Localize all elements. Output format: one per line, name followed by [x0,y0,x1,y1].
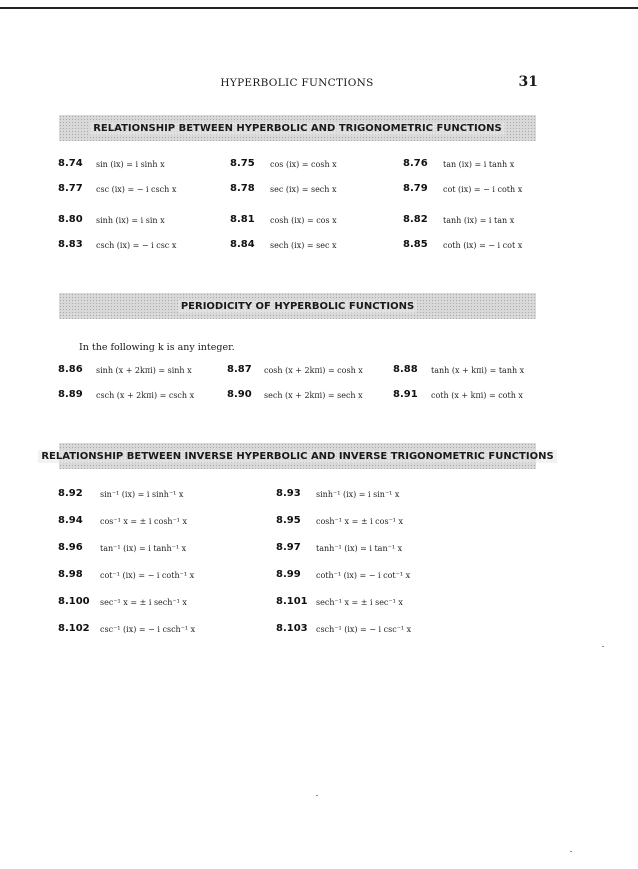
formula: cos⁻¹ x = ± i cosh⁻¹ x [100,517,188,526]
formula: tanh⁻¹ (ix) = i tan⁻¹ x [316,544,403,553]
formula-number: 8.82 [403,214,428,225]
scan-speck [602,646,604,647]
scan-speck [316,795,318,796]
formula-number: 8.80 [58,214,83,225]
formula-number: 8.94 [58,515,83,526]
section-intro: In the following k is any integer. [79,342,235,353]
formula-number: 8.79 [403,183,428,194]
formula: sec (ix) = sech x [270,185,337,194]
formula: tanh (ix) = i tan x [443,216,515,225]
section-band-periodicity [59,293,536,319]
formula: csc⁻¹ (ix) = − i csch⁻¹ x [100,625,196,634]
section-title: RELATIONSHIP BETWEEN INVERSE HYPERBOLIC AND INVERSE TRIGONOMETRIC FUNCTIONS [38,450,556,463]
formula: sin (ix) = i sinh x [96,160,165,169]
formula: sech⁻¹ x = ± i sec⁻¹ x [316,598,403,607]
formula-number: 8.91 [393,389,418,400]
formula: sech (ix) = sec x [270,241,337,250]
formula: csch (ix) = − i csc x [96,241,177,250]
section-title: PERIODICITY OF HYPERBOLIC FUNCTIONS [178,300,417,313]
formula-number: 8.84 [230,239,255,250]
formula: cosh⁻¹ x = ± i cos⁻¹ x [316,517,404,526]
formula-number: 8.98 [58,569,83,580]
formula-number: 8.86 [58,364,83,375]
formula-number: 8.96 [58,542,83,553]
formula-number: 8.77 [58,183,83,194]
formula: cot⁻¹ (ix) = − i coth⁻¹ x [100,571,195,580]
formula: tanh (x + kπi) = tanh x [431,366,525,375]
formula: coth (x + kπi) = coth x [431,391,523,400]
formula-number: 8.90 [227,389,252,400]
formula: coth⁻¹ (ix) = − i cot⁻¹ x [316,571,411,580]
formula-number: 8.87 [227,364,252,375]
section-band-inverse [41,443,554,469]
formula: csc (ix) = − i csch x [96,185,177,194]
formula: coth (ix) = − i cot x [443,241,523,250]
running-title: HYPERBOLIC FUNCTIONS [220,77,374,89]
formula: sinh (ix) = i sin x [96,216,165,225]
formula: cos (ix) = cosh x [270,160,337,169]
formula-number: 8.74 [58,158,83,169]
formula-number: 8.93 [276,488,301,499]
formula-number: 8.76 [403,158,428,169]
formula: tan (ix) = i tanh x [443,160,515,169]
scan-speck [570,851,572,852]
formula-number: 8.75 [230,158,255,169]
formula: sech (x + 2kπi) = sech x [264,391,363,400]
formula-number: 8.89 [58,389,83,400]
section-title: RELATIONSHIP BETWEEN HYPERBOLIC AND TRIGONOMETRIC FUNCTIONS [90,122,505,135]
formula: cosh (x + 2kπi) = cosh x [264,366,363,375]
formula-number: 8.102 [58,623,90,634]
formula-number: 8.78 [230,183,255,194]
formula-number: 8.99 [276,569,301,580]
formula: sec⁻¹ x = ± i sech⁻¹ x [100,598,187,607]
formula-number: 8.97 [276,542,301,553]
formula-number: 8.88 [393,364,418,375]
formula-number: 8.103 [276,623,308,634]
page-number: 31 [518,74,538,90]
formula: cosh (ix) = cos x [270,216,337,225]
formula: csch (x + 2kπi) = csch x [96,391,195,400]
formula-number: 8.85 [403,239,428,250]
formula-number: 8.92 [58,488,83,499]
formula-number: 8.100 [58,596,90,607]
formula-number: 8.101 [276,596,308,607]
formula-number: 8.81 [230,214,255,225]
formula: tan⁻¹ (ix) = i tanh⁻¹ x [100,544,187,553]
section-band-trig [59,115,536,141]
formula: sinh⁻¹ (ix) = i sin⁻¹ x [316,490,400,499]
top-rule [0,7,638,9]
formula: csch⁻¹ (ix) = − i csc⁻¹ x [316,625,412,634]
formula: cot (ix) = − i coth x [443,185,523,194]
formula-number: 8.95 [276,515,301,526]
formula: sinh (x + 2kπi) = sinh x [96,366,192,375]
formula-number: 8.83 [58,239,83,250]
formula: sin⁻¹ (ix) = i sinh⁻¹ x [100,490,184,499]
